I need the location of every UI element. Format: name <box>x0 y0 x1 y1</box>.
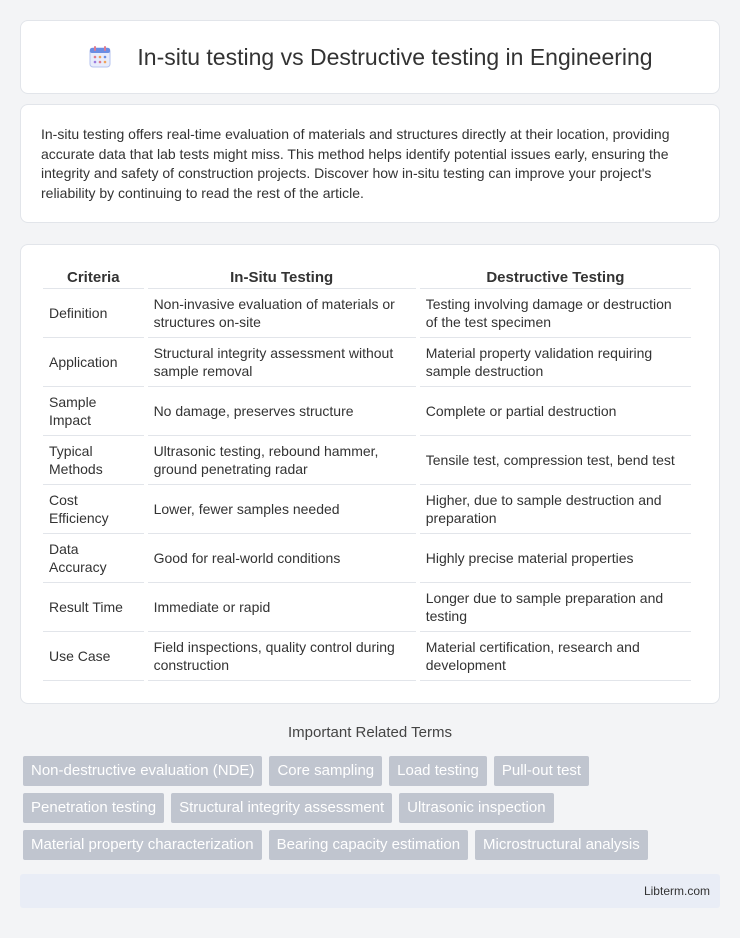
related-term-tag[interactable]: Ultrasonic inspection <box>399 793 553 823</box>
cell-destructive: Tensile test, compression test, bend test <box>420 436 691 485</box>
related-terms-title: Important Related Terms <box>288 724 452 741</box>
related-term-tag[interactable]: Material property characterization <box>23 830 262 860</box>
table-row <box>43 534 691 583</box>
cell-in-situ: Non-invasive evaluation of materials or structures on-site <box>148 289 416 338</box>
page-title: In-situ testing vs Destructive testing in Engineering <box>137 43 653 70</box>
table-row <box>43 387 691 436</box>
title-card <box>20 20 720 94</box>
cell-in-situ: No damage, preserves structure <box>148 387 416 436</box>
table-row <box>43 436 691 485</box>
tag-row <box>23 793 723 823</box>
intro-paragraph: In-situ testing offers real-time evaluation of materials and structures directly at their location, providing accurate data that lab tests might miss. This method helps identify potential issues early, ensuring the integrity and safety of construction projects. Discover how in-situ testing can improve your project's reliability by continuing to read the rest of the article. <box>41 126 670 201</box>
cell-in-situ: Lower, fewer samples needed <box>148 485 416 534</box>
table-row <box>43 485 691 534</box>
cell-in-situ: Good for real-world conditions <box>148 534 416 583</box>
comparison-card <box>20 244 720 704</box>
related-term-tag[interactable]: Structural integrity assessment <box>171 793 392 823</box>
cell-criteria: Use Case <box>43 632 144 681</box>
related-term-tag[interactable]: Pull-out test <box>494 756 589 786</box>
related-term-tag[interactable]: Microstructural analysis <box>475 830 648 860</box>
tag-row <box>23 756 723 786</box>
cell-in-situ: Immediate or rapid <box>148 583 416 632</box>
cell-in-situ: Structural integrity assessment without sample removal <box>148 338 416 387</box>
related-term-tag[interactable]: Non-destructive evaluation (NDE) <box>23 756 262 786</box>
cell-destructive: Material certification, research and development <box>420 632 691 681</box>
related-term-tag[interactable]: Bearing capacity estimation <box>269 830 468 860</box>
table-row <box>43 289 691 338</box>
header-in-situ: In-Situ Testing <box>148 265 416 289</box>
cell-criteria: Typical Methods <box>43 436 144 485</box>
footer <box>20 874 720 908</box>
related-term-tag[interactable]: Load testing <box>389 756 487 786</box>
cell-destructive: Highly precise material properties <box>420 534 691 583</box>
cell-criteria: Sample Impact <box>43 387 144 436</box>
cell-criteria: Data Accuracy <box>43 534 144 583</box>
table-row <box>43 583 691 632</box>
header-destructive: Destructive Testing <box>420 265 691 289</box>
cell-criteria: Cost Efficiency <box>43 485 144 534</box>
related-term-tag[interactable]: Penetration testing <box>23 793 164 823</box>
related-term-tag[interactable]: Core sampling <box>269 756 382 786</box>
table-row <box>43 338 691 387</box>
table-header-row <box>43 265 691 289</box>
cell-destructive: Higher, due to sample destruction and preparation <box>420 485 691 534</box>
intro-card <box>20 104 720 223</box>
table-row <box>43 632 691 681</box>
calendar-icon <box>87 44 113 70</box>
footer-brand-link[interactable]: Libterm.com <box>643 884 710 898</box>
comparison-table <box>39 265 695 681</box>
cell-in-situ: Ultrasonic testing, rebound hammer, ground penetrating radar <box>148 436 416 485</box>
cell-destructive: Longer due to sample preparation and testing <box>420 583 691 632</box>
header-criteria: Criteria <box>43 265 144 289</box>
cell-destructive: Complete or partial destruction <box>420 387 691 436</box>
related-terms-list <box>23 756 723 867</box>
cell-destructive: Material property validation requiring sample destruction <box>420 338 691 387</box>
cell-criteria: Result Time <box>43 583 144 632</box>
cell-destructive: Testing involving damage or destruction of the test specimen <box>420 289 691 338</box>
tag-row <box>23 830 723 860</box>
cell-in-situ: Field inspections, quality control during construction <box>148 632 416 681</box>
cell-criteria: Application <box>43 338 144 387</box>
cell-criteria: Definition <box>43 289 144 338</box>
